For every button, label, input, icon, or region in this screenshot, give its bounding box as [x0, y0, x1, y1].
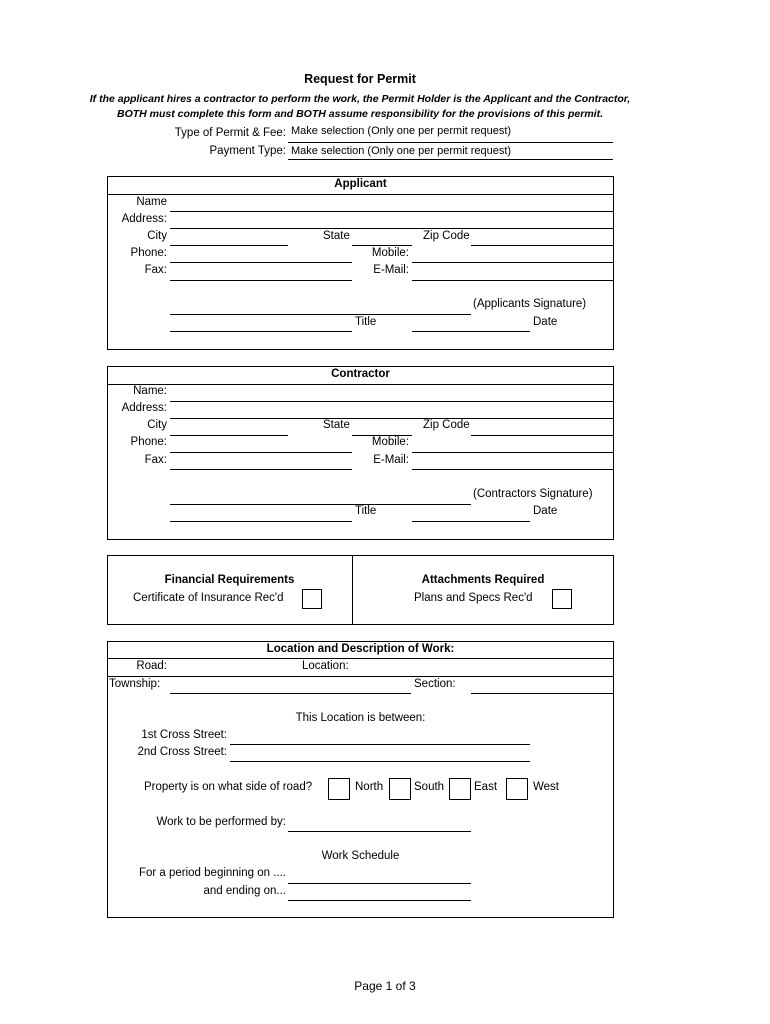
- payment-type-select[interactable]: Make selection (Only one per permit request): [291, 145, 512, 157]
- applicant-city-label: City: [147, 230, 167, 242]
- contractor-phone-field[interactable]: [170, 452, 352, 453]
- contractor-address-label: Address:: [121, 402, 167, 414]
- contractor-signature-label: (Contractors Signature): [473, 488, 593, 500]
- applicant-title: Applicant: [334, 178, 387, 190]
- cross-street-2-label: 2nd Cross Street:: [137, 746, 227, 758]
- insurance-label: Certificate of Insurance Rec'd: [133, 592, 284, 604]
- applicant-zip-field[interactable]: [471, 245, 613, 246]
- south-label: South: [414, 781, 445, 793]
- applicant-date-field[interactable]: [412, 331, 530, 332]
- contractor-fax-label: Fax:: [144, 454, 167, 466]
- applicant-state-field[interactable]: [352, 245, 412, 246]
- payment-type-label: Payment Type:: [209, 145, 286, 157]
- road-label: Road:: [136, 660, 167, 672]
- period-begin-field[interactable]: [288, 883, 471, 884]
- contractor-mobile-field[interactable]: [412, 452, 613, 453]
- page-title: Request for Permit: [304, 72, 416, 86]
- contractor-phone-label: Phone:: [130, 436, 167, 448]
- contractor-email-field[interactable]: [412, 469, 613, 470]
- period-end-label: and ending on...: [203, 885, 286, 897]
- notice-line-2: BOTH must complete this form and BOTH assume responsibility for the provisions of this permit.: [117, 108, 603, 120]
- applicant-state-label: State: [323, 230, 350, 242]
- plans-specs-checkbox[interactable]: [552, 589, 572, 609]
- applicant-name-field[interactable]: [170, 211, 613, 212]
- contractor-email-label: E-Mail:: [373, 454, 409, 466]
- contractor-date-field[interactable]: [412, 521, 530, 522]
- contractor-zip-label: Zip Code: [423, 419, 470, 431]
- applicant-email-label: E-Mail:: [373, 264, 409, 276]
- row-divider: [107, 676, 614, 677]
- west-label: West: [533, 781, 559, 793]
- contractor-state-label: State: [323, 419, 350, 431]
- permit-type-label: Type of Permit & Fee:: [174, 127, 286, 139]
- contractor-city-label: City: [147, 419, 167, 431]
- contractor-zip-field[interactable]: [471, 435, 613, 436]
- applicant-signature-field[interactable]: [170, 314, 471, 315]
- side-of-road-question: Property is on what side of road?: [144, 781, 313, 793]
- section-label: Section:: [414, 678, 456, 690]
- contractor-date-label: Date: [533, 505, 558, 517]
- attachments-required-title: Attachments Required: [421, 574, 545, 586]
- location-title-divider: [107, 658, 614, 659]
- performed-by-field[interactable]: [288, 831, 471, 832]
- applicant-mobile-field[interactable]: [412, 262, 613, 263]
- applicant-address-field[interactable]: [170, 228, 613, 229]
- page-number: Page 1 of 3: [354, 979, 416, 993]
- requirements-divider: [352, 555, 353, 625]
- work-schedule-title: Work Schedule: [321, 850, 400, 862]
- contractor-signature-field[interactable]: [170, 504, 471, 505]
- applicant-phone-field[interactable]: [170, 262, 352, 263]
- financial-requirements-title: Financial Requirements: [164, 574, 295, 586]
- applicant-date-label: Date: [533, 316, 558, 328]
- applicant-fax-field[interactable]: [170, 280, 352, 281]
- east-label: East: [474, 781, 498, 793]
- requirements-section: [107, 555, 614, 625]
- performed-by-label: Work to be performed by:: [156, 816, 286, 828]
- applicant-title-label: Title: [355, 316, 377, 328]
- plans-specs-label: Plans and Specs Rec'd: [414, 592, 533, 604]
- west-checkbox[interactable]: [506, 778, 528, 800]
- location-label: Location:: [302, 660, 349, 672]
- period-end-field[interactable]: [288, 900, 471, 901]
- contractor-name-field[interactable]: [170, 401, 613, 402]
- applicant-mobile-label: Mobile:: [371, 247, 409, 259]
- east-checkbox[interactable]: [449, 778, 471, 800]
- applicant-signature-label: (Applicants Signature): [473, 298, 587, 310]
- contractor-title-field[interactable]: [170, 521, 352, 522]
- cross-street-2-field[interactable]: [230, 761, 530, 762]
- applicant-name-label: Name: [136, 196, 167, 208]
- permit-type-select[interactable]: Make selection (Only one per permit request): [291, 125, 512, 137]
- insurance-checkbox[interactable]: [302, 589, 322, 609]
- contractor-name-label: Name:: [133, 385, 167, 397]
- township-label: Township:: [109, 678, 161, 690]
- north-label: North: [355, 781, 384, 793]
- section-field[interactable]: [471, 693, 613, 694]
- between-label: This Location is between:: [295, 712, 426, 724]
- cross-street-1-label: 1st Cross Street:: [141, 729, 227, 741]
- south-checkbox[interactable]: [389, 778, 411, 800]
- applicant-title-field[interactable]: [170, 331, 352, 332]
- contractor-title-divider: [107, 384, 614, 385]
- township-field[interactable]: [170, 693, 411, 694]
- contractor-title-label: Title: [355, 505, 377, 517]
- applicant-city-field[interactable]: [170, 245, 288, 246]
- applicant-fax-label: Fax:: [144, 264, 167, 276]
- location-title: Location and Description of Work:: [266, 643, 455, 655]
- north-checkbox[interactable]: [328, 778, 350, 800]
- permit-type-underline: [288, 142, 613, 143]
- period-begin-label: For a period beginning on ....: [138, 867, 286, 879]
- payment-type-underline: [288, 159, 613, 160]
- contractor-city-field[interactable]: [170, 435, 288, 436]
- applicant-phone-label: Phone:: [130, 247, 167, 259]
- applicant-zip-label: Zip Code: [423, 230, 470, 242]
- applicant-title-divider: [107, 194, 614, 195]
- notice-line-1: If the applicant hires a contractor to perform the work, the Permit Holder is the Applicant and the Contractor,: [89, 93, 631, 105]
- cross-street-1-field[interactable]: [230, 744, 530, 745]
- contractor-address-field[interactable]: [170, 418, 613, 419]
- contractor-title: Contractor: [331, 368, 390, 380]
- applicant-email-field[interactable]: [412, 280, 613, 281]
- contractor-mobile-label: Mobile:: [371, 436, 409, 448]
- contractor-fax-field[interactable]: [170, 469, 352, 470]
- applicant-address-label: Address:: [121, 213, 167, 225]
